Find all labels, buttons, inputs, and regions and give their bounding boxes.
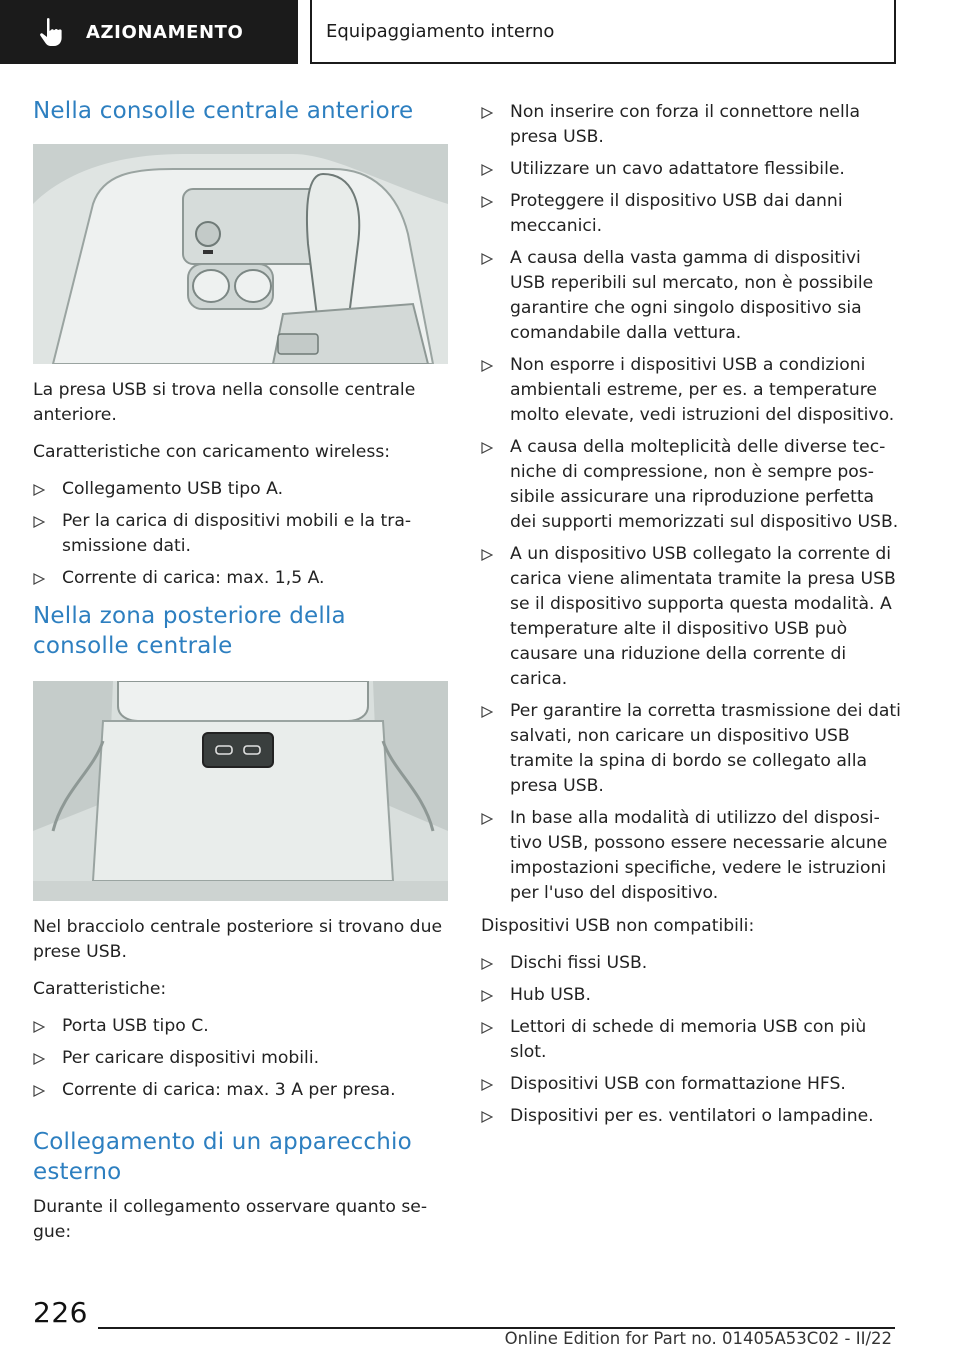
list-item: [481, 542, 901, 692]
list-item: [481, 435, 901, 535]
list-item-text: Dispositivi USB con formattazione HFS.: [510, 1074, 846, 1094]
heading-rear-console: Nella zona posteriore della consolle centrale: [33, 603, 346, 659]
list-item-text: Per garantire la corretta trasmissione dei dati salvati, non caricare un dispositivo USB tramite la spina di bordo se collegato alla presa USB.: [510, 701, 901, 796]
triangle-right-icon: [33, 484, 45, 496]
list-item: [33, 1014, 448, 1039]
list-item: [33, 1078, 448, 1103]
triangle-right-icon: [481, 442, 493, 454]
list-item: [33, 566, 448, 591]
list-item: [481, 246, 901, 346]
list-item-text: In base alla modalità di utilizzo del dispositivo USB, possono essere necessarie alcune impostazioni specifiche, vedere le istruzioni per l'uso del dispositivo.: [510, 808, 888, 903]
left-column: [33, 96, 448, 1257]
triangle-right-icon: [481, 196, 493, 208]
list-item-text: Non inserire con forza il connettore nella presa USB.: [510, 102, 861, 147]
list-item: [481, 806, 901, 906]
list-item-text: Utilizzare un cavo adattatore flessibile.: [510, 159, 845, 179]
triangle-right-icon: [481, 1111, 493, 1123]
list-item: [481, 983, 901, 1008]
right-column: [481, 100, 901, 1137]
list-item: [481, 157, 901, 182]
paragraph-rear-features: Caratteristiche:: [33, 979, 167, 999]
front-console-image: [33, 144, 448, 364]
list-item-text: Corrente di carica: max. 3 A per presa.: [62, 1080, 396, 1100]
front-console-illustration: [33, 144, 448, 364]
list-item-text: Lettori di schede di memoria USB con più slot.: [510, 1017, 867, 1062]
page-header: [0, 0, 960, 66]
section-title: AZIONAMENTO: [86, 21, 244, 43]
triangle-right-icon: [481, 360, 493, 372]
list-item-text: Dischi fissi USB.: [510, 953, 648, 973]
list-item: [481, 1015, 901, 1065]
list-item: [481, 1072, 901, 1097]
paragraph-wireless-features: Caratteristiche con caricamento wireless:: [33, 442, 391, 462]
chapter-title: Equipaggiamento interno: [326, 20, 555, 42]
list-item: [481, 951, 901, 976]
list-item: [481, 189, 901, 239]
edition-note: Online Edition for Part no. 01405A53C02 - II/22: [504, 1329, 892, 1348]
triangle-right-icon: [481, 706, 493, 718]
chapter-frame: [310, 0, 896, 64]
triangle-right-icon: [481, 253, 493, 265]
list-item: [33, 477, 448, 502]
rear-console-illustration: [33, 681, 448, 901]
list-item-text: Per caricare dispositivi mobili.: [62, 1048, 320, 1068]
triangle-right-icon: [33, 1085, 45, 1097]
triangle-right-icon: [481, 958, 493, 970]
list-item-text: Proteggere il dispositivo USB dai danni meccanici.: [510, 191, 843, 236]
list-item: [481, 353, 901, 428]
list-item-text: Dispositivi per es. ventilatori o lampadine.: [510, 1106, 874, 1126]
list-item: [33, 509, 448, 559]
page-number: 226: [33, 1296, 88, 1329]
list-item-text: Collegamento USB tipo A.: [62, 479, 284, 499]
list-item-text: Porta USB tipo C.: [62, 1016, 209, 1036]
list-item-text: A causa della vasta gamma di dispositivi USB reperibili sul mercato, non è possibile garantire che ogni singolo dispositivo sia comandabile dalla vettura.: [510, 248, 874, 343]
triangle-right-icon: [481, 1022, 493, 1034]
list-item: [481, 100, 901, 150]
list-item-text: A causa della molteplicità delle diverse tecniche di compressione, non è sempre possibile assicurare una riproduzione perfetta dei supporti memorizzati sul dispositivo USB.: [510, 437, 899, 532]
rear-console-image: [33, 681, 448, 901]
triangle-right-icon: [33, 516, 45, 528]
heading-external-device: Collegamento di un apparecchio esterno: [33, 1129, 412, 1185]
list-item-text: A un dispositivo USB collegato la corrente di carica viene alimentata tramite la presa USB se il dispositivo supporta questa modalità. A temperature alte il dispositivo USB può causare una riduzione della corrente di carica.: [510, 544, 896, 689]
list-item: [481, 699, 901, 799]
list-item-text: Non esporre i dispositivi USB a condizioni ambientali estreme, per es. a temperature molto elevate, vedi istruzioni del dispositivo.: [510, 355, 895, 425]
triangle-right-icon: [481, 107, 493, 119]
triangle-right-icon: [481, 164, 493, 176]
triangle-right-icon: [481, 549, 493, 561]
paragraph-rear-usb-location: Nel bracciolo centrale posteriore si trovano due prese USB.: [33, 917, 443, 962]
triangle-right-icon: [33, 573, 45, 585]
triangle-right-icon: [33, 1021, 45, 1033]
hand-pointer-icon: [38, 17, 64, 47]
list-item: [33, 1046, 448, 1071]
paragraph-incompatible-devices: Dispositivi USB non compatibili:: [481, 916, 755, 936]
triangle-right-icon: [481, 1079, 493, 1091]
list-item-text: Corrente di carica: max. 1,5 A.: [62, 568, 325, 588]
list-connection-precautions: [481, 100, 901, 906]
list-item-text: Per la carica di dispositivi mobili e la trasmissione dati.: [62, 511, 412, 556]
list-front-features: [33, 477, 448, 591]
list-incompatible-devices: [481, 951, 901, 1129]
section-tab: [0, 0, 298, 64]
paragraph-connection-notes: Durante il collegamento osservare quanto segue:: [33, 1197, 428, 1242]
list-item-text: Hub USB.: [510, 985, 591, 1005]
list-rear-features: [33, 1014, 448, 1103]
triangle-right-icon: [481, 990, 493, 1002]
triangle-right-icon: [481, 813, 493, 825]
list-item: [481, 1104, 901, 1129]
paragraph-front-usb-location: La presa USB si trova nella consolle centrale anteriore.: [33, 380, 416, 425]
triangle-right-icon: [33, 1053, 45, 1065]
heading-front-console: Nella consolle centrale anteriore: [33, 98, 414, 124]
